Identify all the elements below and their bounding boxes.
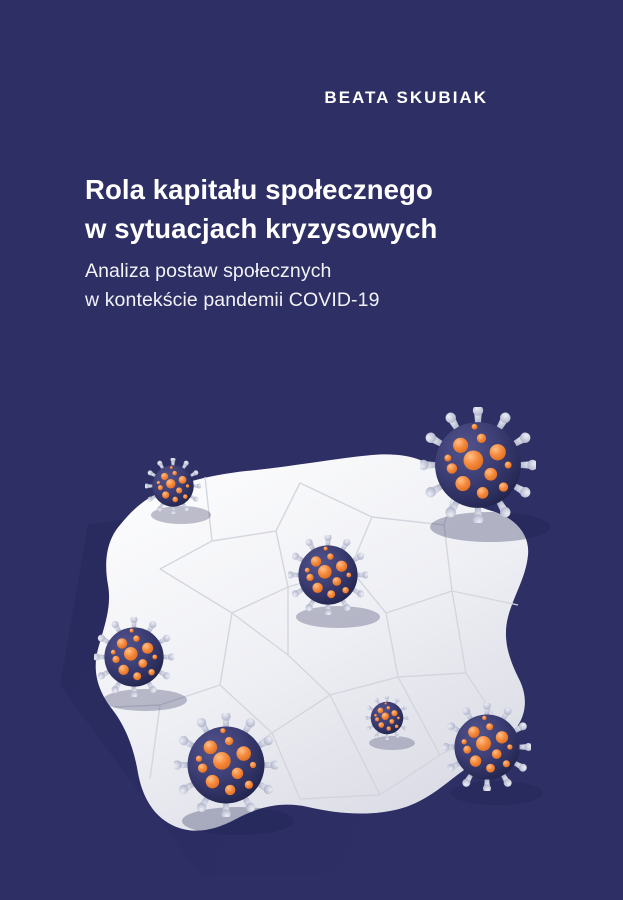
subtitle-line-2: w kontekście pandemii COVID-19 <box>85 289 380 312</box>
cover-artwork <box>0 355 623 900</box>
author-name: BEATA SKUBIAK <box>324 88 488 107</box>
page-title <box>85 170 555 248</box>
page-subtitle <box>85 257 555 316</box>
title-line-2: w sytuacjach kryzysowych <box>85 213 438 245</box>
subtitle-line-1: Analiza postaw społecznych <box>85 260 332 282</box>
title-line-1: Rola kapitału społecznego <box>85 174 433 205</box>
